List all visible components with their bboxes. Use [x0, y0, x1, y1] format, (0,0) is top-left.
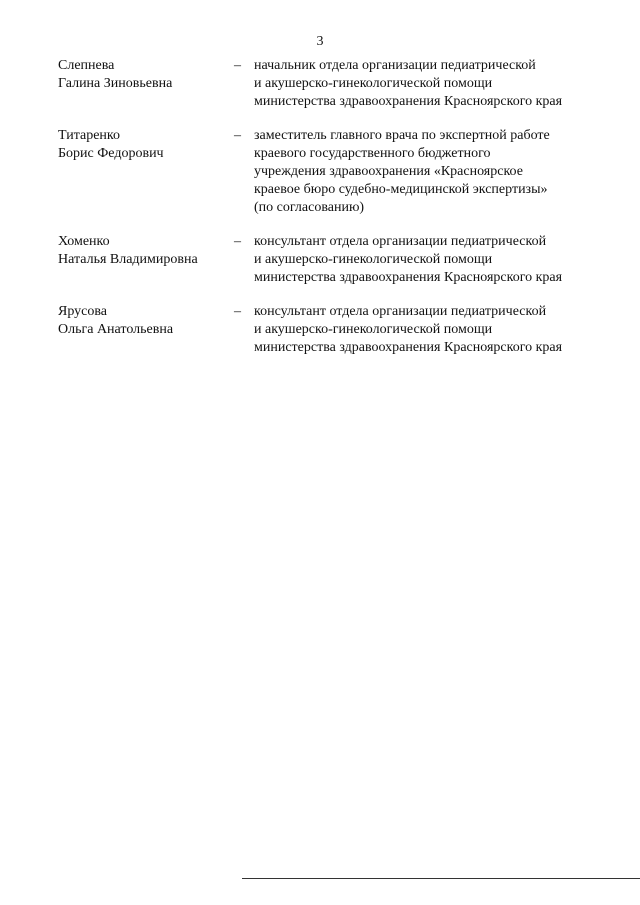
staff-entry — [58, 57, 598, 111]
person-name — [58, 233, 234, 269]
dash-separator: – — [234, 304, 241, 319]
surname: Слепнева — [58, 58, 115, 73]
surname: Титаренко — [58, 128, 120, 143]
surname: Хоменко — [58, 234, 110, 249]
position-description — [254, 127, 598, 217]
given-names: Наталья Владимировна — [58, 252, 198, 267]
position-line: министерства здравоохранения Красноярского края — [254, 270, 563, 285]
person-name — [58, 303, 234, 339]
position-line: консультант отдела организации педиатрической — [254, 234, 547, 249]
position-line: и акушерско-гинекологической помощи — [254, 322, 493, 337]
page-number: 3 — [316, 34, 324, 49]
position-line: министерства здравоохранения Красноярского края — [254, 94, 563, 109]
footer-rule — [242, 878, 640, 879]
staff-entry — [58, 303, 598, 357]
position-line: консультант отдела организации педиатрической — [254, 304, 547, 319]
surname: Ярусова — [58, 304, 108, 319]
dash-separator: – — [234, 234, 241, 249]
position-description — [254, 57, 598, 111]
position-line: краевого государственного бюджетного — [254, 146, 491, 161]
position-line: и акушерско-гинекологической помощи — [254, 252, 493, 267]
position-line: учреждения здравоохранения «Красноярское — [254, 164, 523, 179]
position-line: (по согласованию) — [254, 200, 365, 215]
given-names: Борис Федорович — [58, 146, 164, 161]
position-line: краевое бюро судебно-медицинской экспертизы» — [254, 182, 548, 197]
position-line: начальник отдела организации педиатрической — [254, 58, 536, 73]
position-line: заместитель главного врача по экспертной работе — [254, 128, 550, 143]
person-name — [58, 57, 234, 93]
position-line: и акушерско-гинекологической помощи — [254, 76, 493, 91]
staff-entry — [58, 127, 598, 217]
given-names: Ольга Анатольевна — [58, 322, 174, 337]
position-line: министерства здравоохранения Красноярского края — [254, 340, 563, 355]
given-names: Галина Зиновьевна — [58, 76, 173, 91]
dash-separator: – — [234, 128, 241, 143]
staff-list — [58, 57, 598, 357]
position-description — [254, 233, 598, 287]
staff-entry — [58, 233, 598, 287]
dash-separator: – — [234, 58, 241, 73]
position-description — [254, 303, 598, 357]
person-name — [58, 127, 234, 163]
